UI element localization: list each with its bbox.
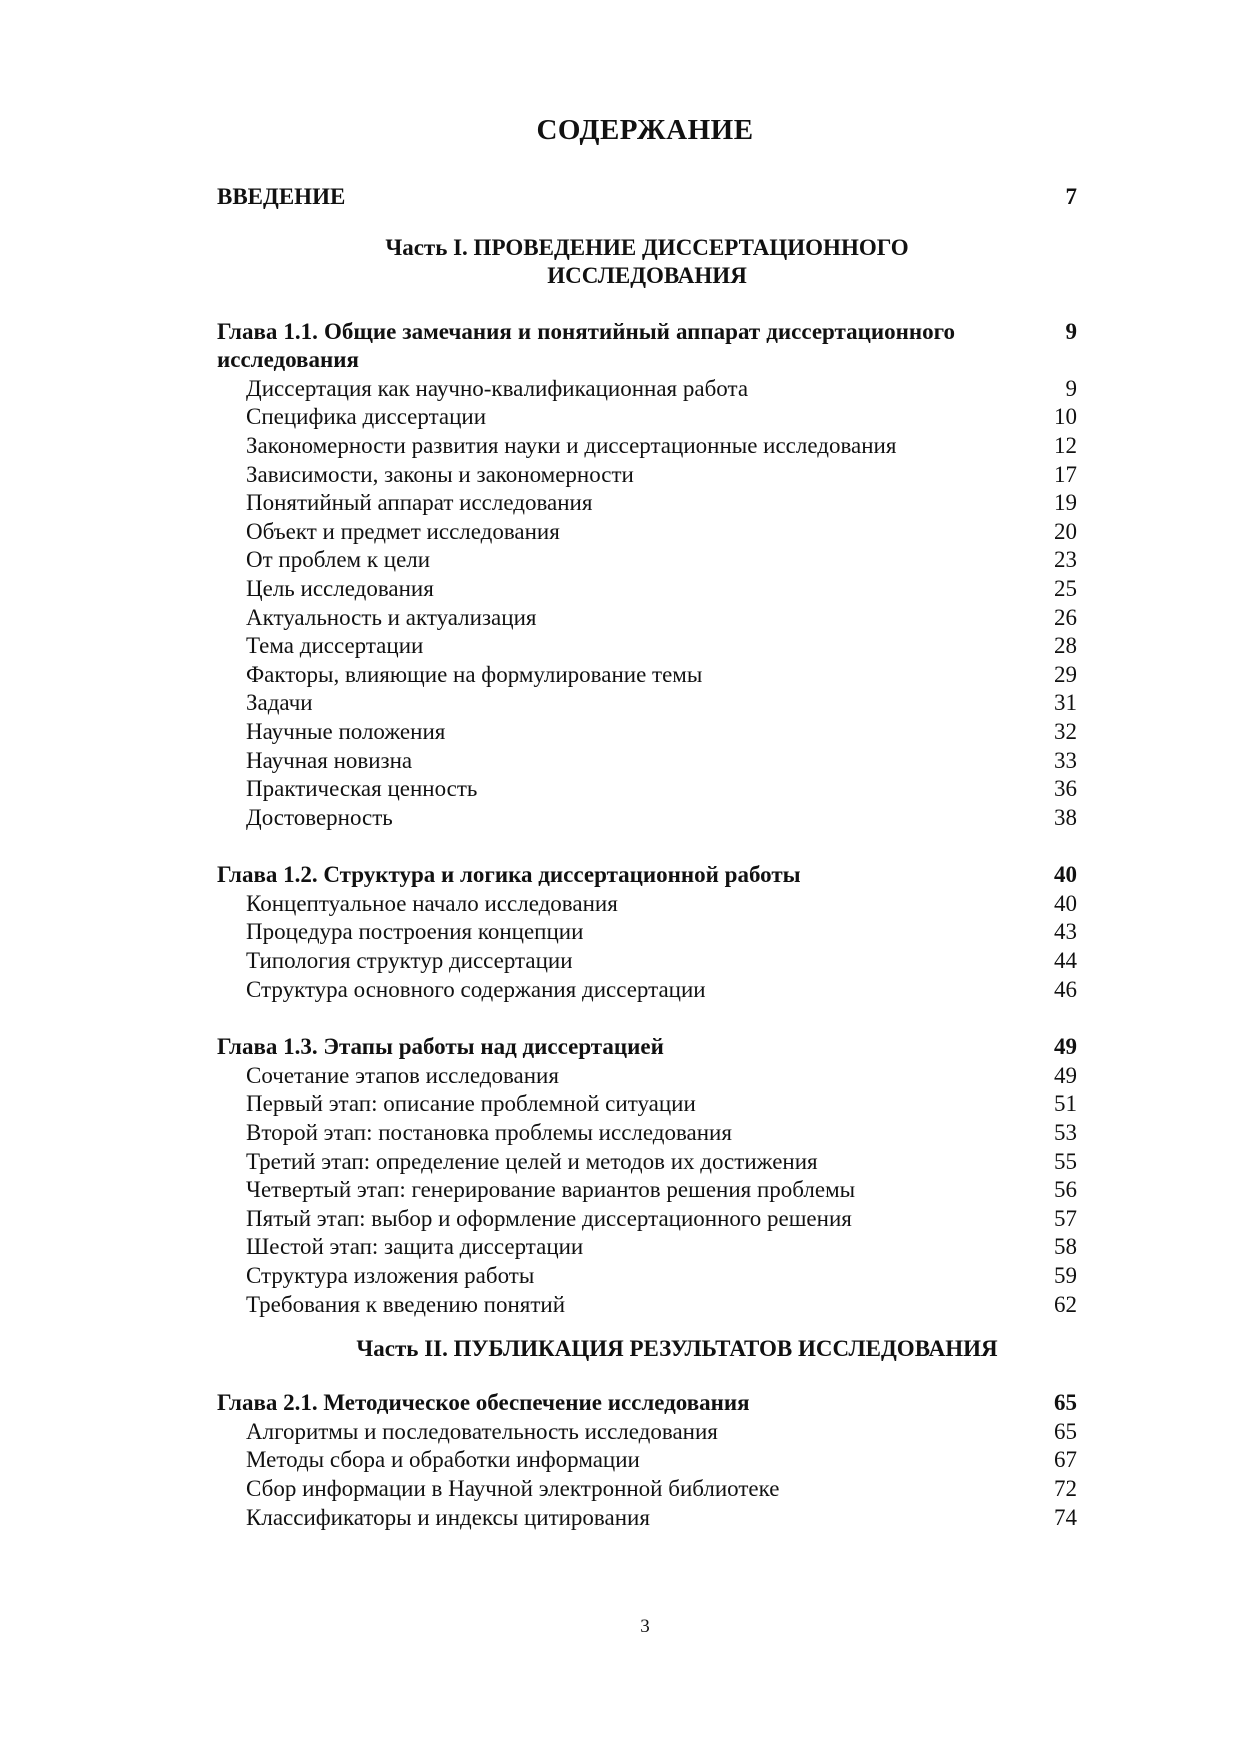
toc-entry [217, 775, 1077, 804]
toc-entry [217, 1176, 1077, 1205]
toc-entry-label: Тема диссертации [246, 633, 424, 659]
toc-intro [217, 183, 1077, 212]
toc-entry-page: 44 [1054, 948, 1077, 974]
toc-entry-label: Третий этап: определение целей и методов их достижения [246, 1148, 818, 1174]
chapter-1-3-page: 49 [1054, 1034, 1077, 1060]
toc-entry [217, 1233, 1077, 1262]
toc-entry [217, 403, 1077, 432]
toc-entry-page: 49 [1054, 1062, 1077, 1088]
toc-entry [217, 1090, 1077, 1119]
toc-entry [217, 575, 1077, 604]
toc-entry-label: Первый этап: описание проблемной ситуации [246, 1091, 696, 1117]
toc-entry [217, 546, 1077, 575]
toc-entry [217, 718, 1077, 747]
toc-entry [217, 1205, 1077, 1234]
chapter-1-2-items [217, 890, 1077, 1004]
toc-entry-page: 23 [1054, 547, 1077, 573]
part-1-heading: Часть I. ПРОВЕДЕНИЕ ДИССЕРТАЦИОННОГО ИССЛЕДОВАНИЯ [385, 234, 909, 288]
toc-entry [217, 661, 1077, 690]
toc-entry-label: Структура изложения работы [246, 1263, 535, 1288]
toc-entry-label: Методы сбора и обработки информации [246, 1447, 640, 1473]
toc-entry-page: 51 [1054, 1091, 1077, 1117]
toc-entry-page: 40 [1054, 890, 1077, 916]
chapter-1-3 [217, 1033, 1077, 1062]
page-title: СОДЕРЖАНИЕ [536, 114, 754, 146]
toc-entry-label: Диссертация как научно-квалификационная работа [246, 375, 749, 401]
toc-entry-label: Классификаторы и индексы цитирования [246, 1504, 650, 1530]
chapter-1-2 [217, 861, 1077, 890]
chapter-1-2-label: Глава 1.2. Структура и логика диссертационной работы [217, 862, 801, 888]
toc-entry-page: 72 [1054, 1475, 1077, 1501]
toc-entry-page: 58 [1054, 1234, 1077, 1260]
toc-entry-page: 57 [1054, 1205, 1077, 1231]
toc-entry-page: 53 [1054, 1120, 1077, 1146]
toc-entry-label: Задачи [246, 690, 313, 716]
toc-entry [217, 604, 1077, 633]
chapter-1-1 [217, 318, 1077, 375]
toc-entry-label: Концептуальное начало исследования [246, 890, 618, 916]
toc-entry-page: 67 [1054, 1447, 1077, 1473]
toc-entry [217, 890, 1077, 919]
toc-entry [217, 1119, 1077, 1148]
toc-entry-label: Практическая ценность [246, 776, 478, 802]
toc-entry-label: Типология структур диссертации [246, 948, 573, 974]
toc-entry-page: 59 [1054, 1263, 1077, 1288]
toc-entry-page: 29 [1054, 661, 1077, 687]
toc-intro-page: 7 [1065, 184, 1077, 209]
toc-entry-label: Специфика диссертации [246, 404, 487, 430]
toc-entry-label: Структура основного содержания диссертации [246, 976, 706, 1002]
toc-entry [217, 1418, 1077, 1447]
toc-entry-label: Второй этап: постановка проблемы исследования [246, 1120, 732, 1146]
toc-intro-label: ВВЕДЕНИЕ [217, 184, 346, 209]
toc-entry-page: 10 [1054, 404, 1077, 430]
toc-entry-page: 25 [1054, 575, 1077, 601]
toc-entry [217, 1062, 1077, 1091]
toc-entry [217, 1475, 1077, 1504]
toc-entry-page: 12 [1054, 432, 1077, 458]
toc-entry [217, 432, 1077, 461]
toc-entry [217, 947, 1077, 976]
toc-entry-label: Пятый этап: выбор и оформление диссертационного решения [246, 1205, 852, 1231]
chapter-1-1-label: Глава 1.1. Общие замечания и понятийный аппарат диссертационного исследования [217, 318, 955, 373]
chapter-1-3-items [217, 1062, 1077, 1319]
chapter-2-1-page: 65 [1054, 1390, 1077, 1416]
toc-entry-page: 56 [1054, 1177, 1077, 1203]
toc-entry [217, 1446, 1077, 1475]
toc-entry-label: Зависимости, законы и закономерности [246, 461, 634, 487]
toc-entry-label: Процедура построения концепции [246, 919, 584, 945]
toc-entry-label: Четвертый этап: генерирование вариантов решения проблемы [246, 1177, 856, 1203]
toc-entry-page: 74 [1054, 1504, 1077, 1530]
chapter-1-3-label: Глава 1.3. Этапы работы над диссертацией [217, 1034, 664, 1060]
toc-entry-page: 36 [1054, 776, 1077, 802]
toc-entry-label: Алгоритмы и последовательность исследования [246, 1418, 718, 1444]
toc-entry-label: От проблем к цели [246, 547, 431, 573]
toc-entry-page: 65 [1054, 1418, 1077, 1444]
toc-entry [217, 747, 1077, 776]
toc-entry [217, 1262, 1077, 1291]
toc-entry-page: 19 [1054, 490, 1077, 516]
toc-entry-label: Достоверность [246, 804, 393, 830]
toc-entry-label: Научные положения [246, 718, 446, 744]
chapter-2-1 [217, 1389, 1077, 1418]
toc-entry [217, 518, 1077, 547]
toc-entry [217, 918, 1077, 947]
toc-entry [217, 1291, 1077, 1320]
toc-entry [217, 976, 1077, 1005]
toc-entry-page: 9 [1065, 375, 1077, 401]
toc-entry-label: Шестой этап: защита диссертации [246, 1234, 584, 1260]
toc-entry-page: 31 [1054, 690, 1077, 716]
toc-entry-label: Понятийный аппарат исследования [246, 490, 593, 516]
toc-entry-page: 55 [1054, 1148, 1077, 1174]
toc-entry-label: Требования к введению понятий [246, 1291, 566, 1317]
toc-entry [217, 489, 1077, 518]
toc-entry-label: Факторы, влияющие на формулирование темы [246, 661, 703, 687]
toc-entry-label: Цель исследования [246, 575, 434, 601]
chapter-1-1-items [217, 375, 1077, 833]
toc-entry [217, 804, 1077, 833]
toc-entry [217, 375, 1077, 404]
chapter-2-1-label: Глава 2.1. Методическое обеспечение исследования [217, 1390, 750, 1416]
toc-entry [217, 689, 1077, 718]
toc-entry-label: Объект и предмет исследования [246, 518, 560, 544]
toc-entry-page: 33 [1054, 747, 1077, 773]
toc-entry-page: 28 [1054, 633, 1077, 659]
toc-entry-page: 43 [1054, 919, 1077, 945]
chapter-1-1-page: 9 [1065, 318, 1077, 344]
page-number: 3 [640, 1616, 650, 1637]
toc-entry [217, 461, 1077, 490]
toc-entry [217, 632, 1077, 661]
toc-entry-label: Научная новизна [246, 747, 413, 773]
toc-entry [217, 1504, 1077, 1533]
table-of-contents [217, 183, 1077, 1532]
toc-entry-page: 17 [1054, 461, 1077, 487]
toc-entry [217, 1148, 1077, 1177]
toc-entry-page: 26 [1054, 604, 1077, 630]
chapter-1-2-page: 40 [1054, 862, 1077, 888]
toc-entry-label: Актуальность и актуализация [246, 604, 537, 630]
toc-entry-label: Сочетание этапов исследования [246, 1062, 559, 1088]
toc-entry-page: 38 [1054, 804, 1077, 830]
toc-entry-page: 32 [1054, 718, 1077, 744]
toc-entry-page: 46 [1054, 976, 1077, 1002]
toc-entry-page: 20 [1054, 518, 1077, 544]
toc-entry-label: Сбор информации в Научной электронной библиотеке [246, 1475, 780, 1501]
chapter-2-1-items [217, 1418, 1077, 1532]
toc-entry-label: Закономерности развития науки и диссертационные исследования [246, 432, 897, 458]
part-2-heading: Часть II. ПУБЛИКАЦИЯ РЕЗУЛЬТАТОВ ИССЛЕДОВАНИЯ [356, 1336, 998, 1362]
toc-entry-page: 62 [1054, 1291, 1077, 1317]
